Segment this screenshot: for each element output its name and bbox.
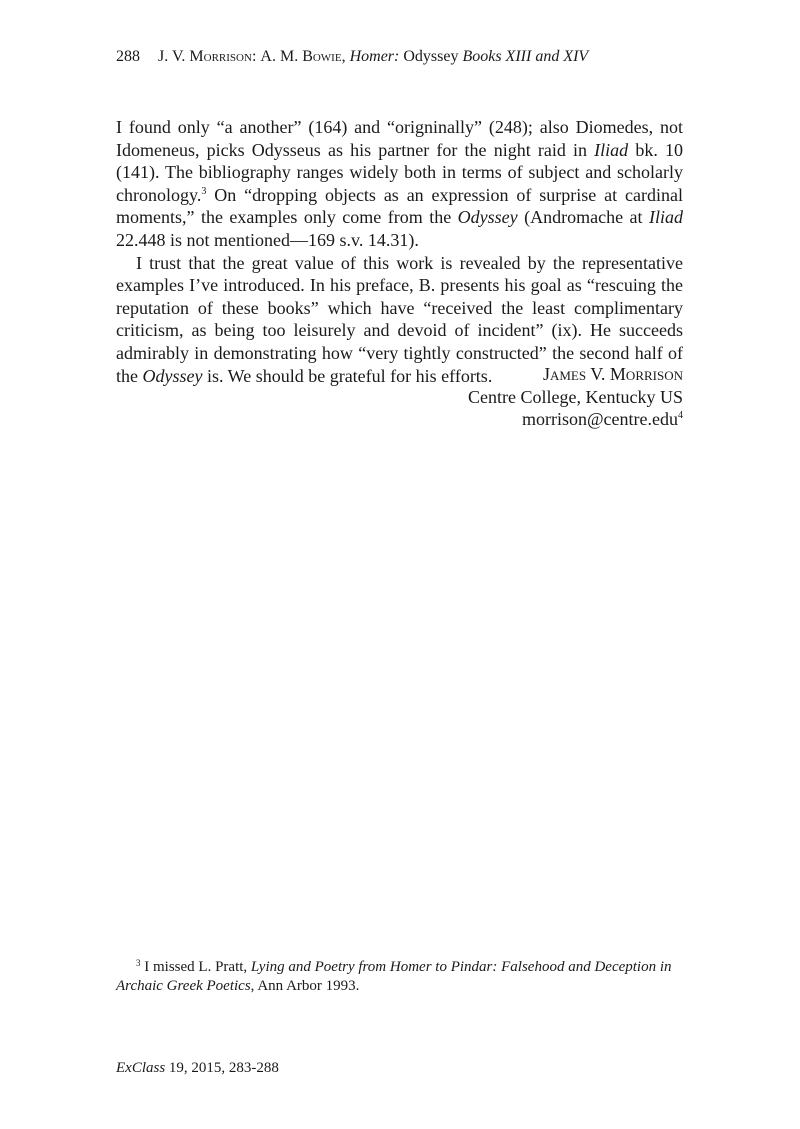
paragraph-1: [116, 116, 683, 252]
footnote-3: [116, 958, 683, 996]
signature-name: James V. Morrison: [542, 364, 683, 384]
title-homer: Homer:: [349, 48, 400, 65]
p1-text-4: (Andromache at: [517, 207, 649, 228]
p2-text-1: I trust that the great value of this work is revealed by the representative examples I’ve introduced. In his preface, B. presents his goal as “rescuing the reputation of these books” which have “received the least complimentary criticism, as being too leisurely and devoid of incident” (ix). He succeeds admirably in demonstrating how “very tightly constructed” the second half of the: [116, 252, 683, 386]
footnote-text-1: I missed L. Pratt,: [140, 959, 251, 975]
journal-citation: 19, 2015, 283-288: [165, 1060, 279, 1076]
reviewer-name: J. V. Morrison: [158, 48, 252, 65]
footnote-ref-4[interactable]: 4: [678, 410, 683, 422]
footnote-ref-3[interactable]: 3: [201, 185, 207, 197]
header-comma: ,: [341, 48, 350, 65]
footnote-text: [116, 958, 683, 996]
p1-text-3: On “dropping objects as an expression of surprise at cardinal moments,” the examples only come from the: [116, 184, 683, 228]
signature-email-line: [468, 408, 683, 431]
page-footer: [116, 1060, 279, 1077]
title-books: Books XIII and XIV: [462, 48, 589, 65]
p1-text-1: I found only “a another” (164) and “origninally” (248); also Diomedes, not Idomeneus, picks Odysseus as his partner for the night raid in: [116, 117, 683, 160]
p1-text-2: bk. 10 (141). The bibliography ranges widely both in terms of subject and scholarly chronology.: [116, 139, 683, 205]
p2-odyssey: Odyssey: [142, 365, 203, 386]
running-head: [116, 48, 588, 66]
page-number: 288: [116, 48, 140, 65]
p1-iliad-2: Iliad: [649, 207, 683, 228]
p2-text-2: is. We should be grateful for his efforts.: [202, 365, 493, 386]
footnote-text-2: , Ann Arbor 1993.: [250, 978, 360, 994]
book-author: A. M. Bowie: [260, 48, 342, 65]
signature-affiliation: Centre College, Kentucky US: [468, 386, 683, 407]
journal-name: ExClass: [116, 1060, 166, 1076]
p1-text-5: 22.448 is not mentioned—169 s.v. 14.31).: [116, 229, 419, 250]
body-text: [116, 116, 683, 387]
p1-odyssey: Odyssey: [457, 207, 518, 228]
p1-iliad-1: Iliad: [594, 139, 629, 160]
signature-email[interactable]: morrison@centre.edu: [521, 409, 678, 430]
title-odyssey: Odyssey: [403, 48, 459, 65]
footnote-number: 3: [136, 958, 141, 968]
signature-block: [468, 363, 683, 431]
header-separator: :: [251, 48, 257, 65]
footnote-book-title: Lying and Poetry from Homer to Pindar: Falsehood and Deception in Archaic Greek Poetics: [116, 959, 672, 994]
